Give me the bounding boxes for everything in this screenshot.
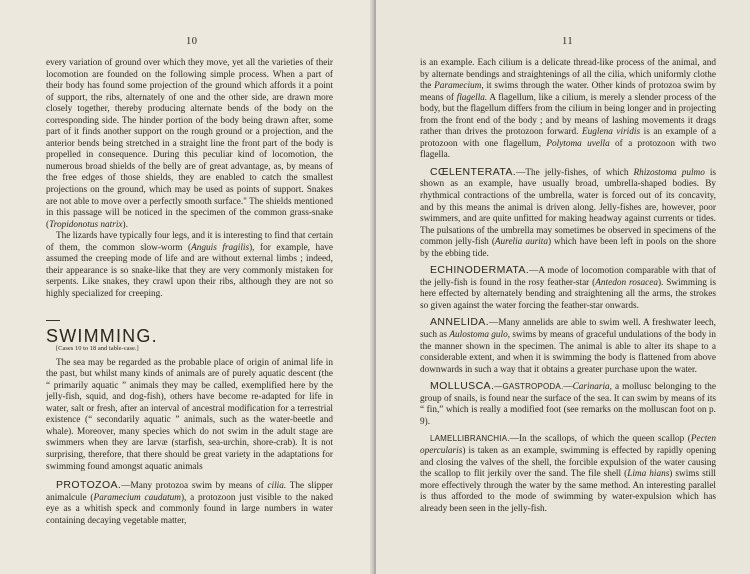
species-name: Rhizostoma pulmo [633,167,705,178]
text-run: —Many protozoa swim by means of [121,481,268,492]
text-run: is an example. Each cilium is a delicate thread-like process of the animal, and by alternate bendings and straightenings of all the cilia, which uniformly clothe the [420,58,716,92]
species-name: Euglena viridis [582,127,641,138]
text-run: a mollusc belonging to the group of snails, is found near the surface of the sea. It can swim by means of its “ fin,” which is really a modified foot (see remarks on the molluscan foot on p. 9). [420,382,716,427]
text-run: —Many annelids are able to swim well. A freshwater leech, such as [420,318,716,341]
text-run: —The jelly-fishes, of which [516,167,634,178]
text-run: of a protozoon with two flagella. [420,138,716,161]
text-run: ) swims still more effectively through the water by the same method. An interesting parallel is thus afforded to the mode of swimming by water-expulsion which has already been seen in the jelly-fish. [420,469,716,514]
right-page [376,0,750,574]
section-subheading: [Cases 10 to 18 and table-case.] [56,345,139,353]
subsection-subheading: —GASTROPODA. [494,382,564,392]
species-name: Aurelia aurita [494,237,548,248]
text-run: swims by means of graceful undulations of the body in the manner shown in the specimen. The animal is able to alter its shape to a considerable extent, and when it is swimming the body is flattened from above downwards in such a way that it obtains a greater purchase upon the water. [420,330,716,375]
page-text [420,58,716,515]
species-name: Paramecium, [434,81,484,92]
subsection-heading: CŒLENTERATA. [430,165,517,178]
subsection-heading: LAMELLIBRANCHIA. [430,434,510,444]
text-run: ) which have been left in pools on the shore by the ebbing tide. [420,237,716,259]
paragraph [46,480,333,527]
paragraph [420,317,716,376]
species-name: Antedon rosacea [595,277,658,288]
page-number: 10 [186,36,198,47]
paragraph [46,358,333,473]
page-text [46,58,333,527]
text-run: ) is taken as an example, swimming is effected by rapidly opening and closing the valves of the shell, the forcible expulsion of the water causing the scallop to flit jerkily over the sand. The file shell ( [420,445,716,480]
paragraph [420,265,716,312]
text-run: ), a protozoon just visible to the naked eye as a whitish speck and commonly found in large numbers in water containing decaying vegetable matter, [46,492,333,526]
left-page [0,0,374,574]
species-name: Aulostoma gulo, [449,330,511,341]
paragraph [420,167,716,260]
text-run: The slipper animalcule ( [46,481,334,503]
text-run: A flagellum, like a cilium, is merely a slender process of the body, but the flagellum differs from the cilium in being longer and in projecting from the front end of the body ; and by means of lashing movements it drags rather than drives the protozoon forward. [420,92,716,138]
species-name: Paramecium caudatum [93,492,181,503]
divider [46,320,60,321]
text-run: — [563,382,573,393]
paragraph [420,381,716,428]
page-number: 11 [562,36,574,47]
subsection-heading: MOLLUSCA. [430,380,495,393]
species-name: Pecten opercularis [420,434,716,456]
italic-term: flagella. [456,92,488,103]
species-name: Carinaria, [572,382,612,393]
text-run: is an example of a protozoon with one flagellum, [420,127,717,149]
paragraph [46,231,333,300]
text-run: The lizards have typically four legs, and it is interesting to find that certain of them, the common slow-worm ( [46,231,333,253]
subsection-heading: PROTOZOA. [56,479,122,492]
text-run: it swims through the water. Other kinds of protozoa swim by means of [420,81,716,103]
text-run: —In the scallops, of which the queen scallop ( [509,434,691,445]
text-run: The sea may be regarded as the probable place of origin of animal life in the past, but whilst many kinds of animals are of purely aquatic descent (the “ primarily aquatic ” animals they may be called, exemplified here by the jelly-fish, squid, and dog-fish), others have become re-adapted for life in water, salt or fresh, after an interval of ancestral modification for a terrestrial existence (“ secondarily aquatic ” animals, such as the water-beetle and whale). Moreover, many species which do not swim in the adult stage are swimmers when they are larvæ (starfish, sea-urchin, shore-crab). It is not surprising, therefore, that there should be great variety in the adaptations for swimming found amongst aquatic animals [46,357,333,472]
section-heading: SWIMMING. [46,326,158,347]
text-run: ). [122,219,128,230]
text-run: every variation of ground over which they move, yet all the varieties of their locomotion are founded on the following simple process. When a part of their body has found some projection of the ground which affords it a point of support, the ribs, alternately of one and the other side, are drawn more closely together, thereby producing alternate bends of the body on the corresponding side. The hinder portion of the body being drawn after, some part of it finds another support on the rough ground or a projection, and the anterior bends being stretched in a straight line the front part of the body is propelled in consequence. During this peculiar kind of locomotion, the numerous broad shields of the belly are of great advantage, as, by means of the free edges of those shields, they are enabled to catch the smallest projections on the ground, which may be used as points of support. Snakes are not able to move over a perfectly smooth surface." The shields mentioned in this passage will be noticed in the specimen of the common grass-snake ( [46,58,333,230]
species-name: Polytoma uvella [546,138,610,149]
paragraph [420,433,716,515]
text-run: ), for example, have assumed the creeping mode of life and are without external limbs ; indeed, their appearance is so snake-like that they are very commonly mistaken for serpents. Like snakes, they crawl upon their ribs, although they are not so highly specialized for creeping. [46,242,333,299]
italic-term: cilia. [267,481,287,492]
text-run: ). Swimming is here effected by alternately bending and straightening all the arms, the strokes so given against the water forcing the feather-star onwards. [420,277,716,311]
text-run: is shown as an example, have usually broad, umbrella-shaped bodies. By rhythmical contractions of the umbrella, water is forced out of its concavity, and by this means the animal is driven along. Jelly-fishes are, however, poor swimmers, and are quite unfitted for making headway against currents or tides. The pulsations of the umbrella may sometimes be observed in specimens of the common jelly-fish ( [420,167,717,248]
text-run: —A mode of locomotion comparable with that of the jelly-fish is found in the rosy feather-star ( [420,266,716,288]
species-name: Tropidonotus natrix [49,219,123,230]
paragraph [420,58,716,162]
paragraph [46,58,333,231]
subsection-heading: ECHINODERMATA. [430,264,530,277]
subsection-heading: ANNELIDA. [430,316,490,329]
species-name: Anguis fragilis [191,242,250,253]
species-name: Lima hians [627,469,670,480]
